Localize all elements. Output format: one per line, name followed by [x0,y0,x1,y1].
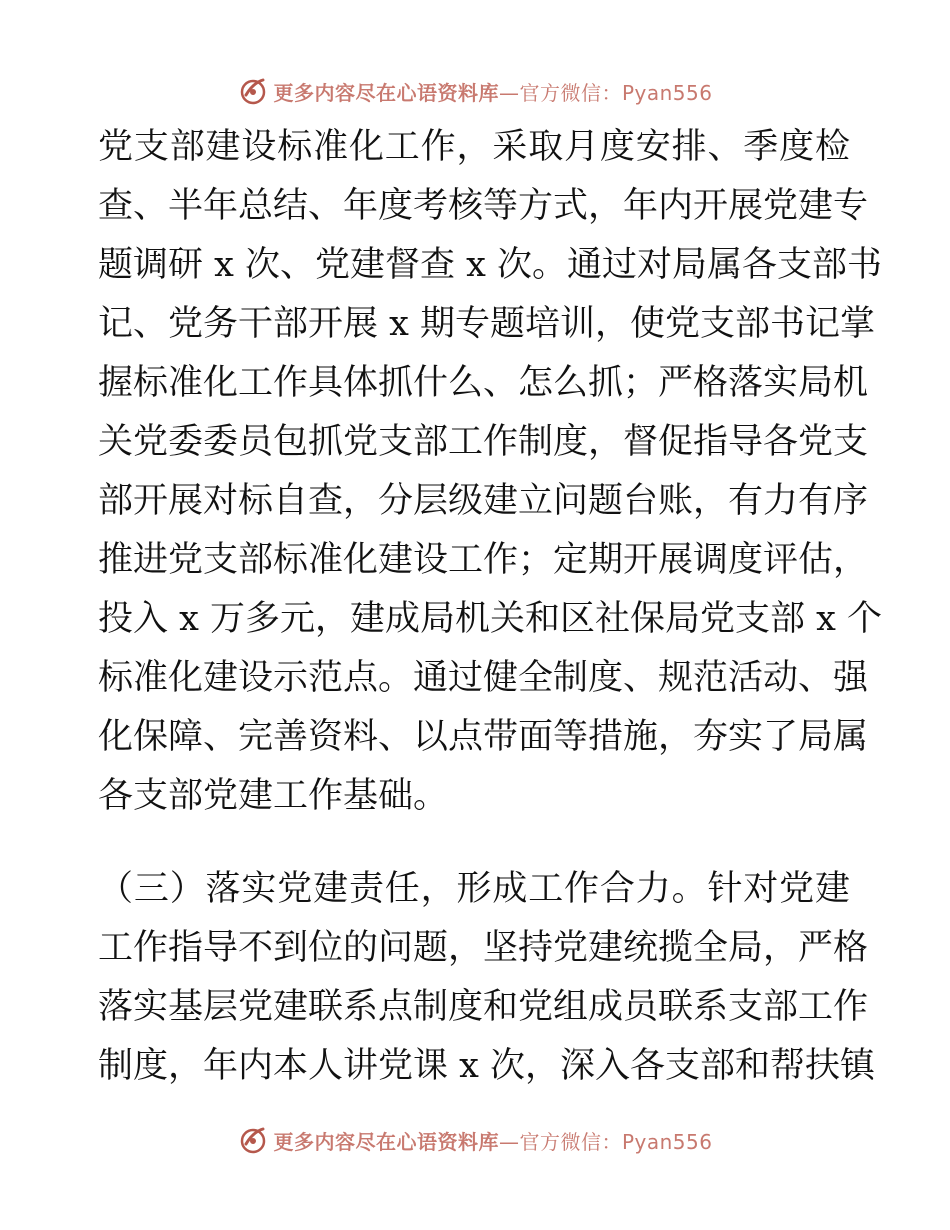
paragraph-2 [98,860,875,1096]
paragraph-1 [98,118,882,826]
watermark-brand: 更多内容尽在心语资料库 [273,1129,499,1154]
text-line: 关党委委员包抓党支部工作制度，督促指导各党支 [98,422,869,462]
text-line: 握标准化工作具体抓什么、怎么抓；严格落实局机 [98,363,869,403]
text-line: 推进党支部标准化建设工作；定期开展调度评估， [98,540,869,580]
watermark-separator: — [498,1129,520,1154]
text-line: 落实基层党建联系点制度和党组成员联系支部工作 [98,987,869,1027]
text-line: 各支部党建工作基础。 [98,776,449,816]
text-line: 记、党务干部开展 x 期专题培训，使党支部书记掌 [98,304,875,344]
text-line: （三）落实党建责任，形成工作合力。针对党建 [98,869,850,909]
text-line: 投入 x 万多元，建成局机关和区社保局党支部 x 个 [98,599,882,639]
text-line: 查、半年总结、年度考核等方式，年内开展党建专 [98,186,869,226]
document-body [98,118,882,1096]
watermark-separator: — [498,80,520,105]
text-line: 党支部建设标准化工作，采取月度安排、季度检 [98,127,850,167]
header-watermark [0,71,950,111]
brand-logo-icon [237,1124,269,1156]
watermark-text [273,77,712,106]
text-line: 题调研 x 次、党建督查 x 次。通过对局属各支部书 [98,245,882,285]
watermark-brand: 更多内容尽在心语资料库 [273,80,499,105]
paragraph-gap [98,826,850,860]
text-line: 化保障、完善资料、以点带面等措施，夯实了局属 [98,717,869,757]
footer-watermark [0,1120,950,1160]
watermark-suffix: 官方微信：Pyan556 [519,1129,713,1154]
text-line: 工作指导不到位的问题，坚持党建统揽全局，严格 [98,928,869,968]
watermark-suffix: 官方微信：Pyan556 [519,80,713,105]
watermark-text [273,1126,712,1155]
text-line: 标准化建设示范点。通过健全制度、规范活动、强 [98,658,869,698]
text-line: 部开展对标自查，分层级建立问题台账，有力有序 [98,481,869,521]
text-line: 制度，年内本人讲党课 x 次，深入各支部和帮扶镇 [98,1046,875,1086]
brand-logo-icon [237,75,269,107]
